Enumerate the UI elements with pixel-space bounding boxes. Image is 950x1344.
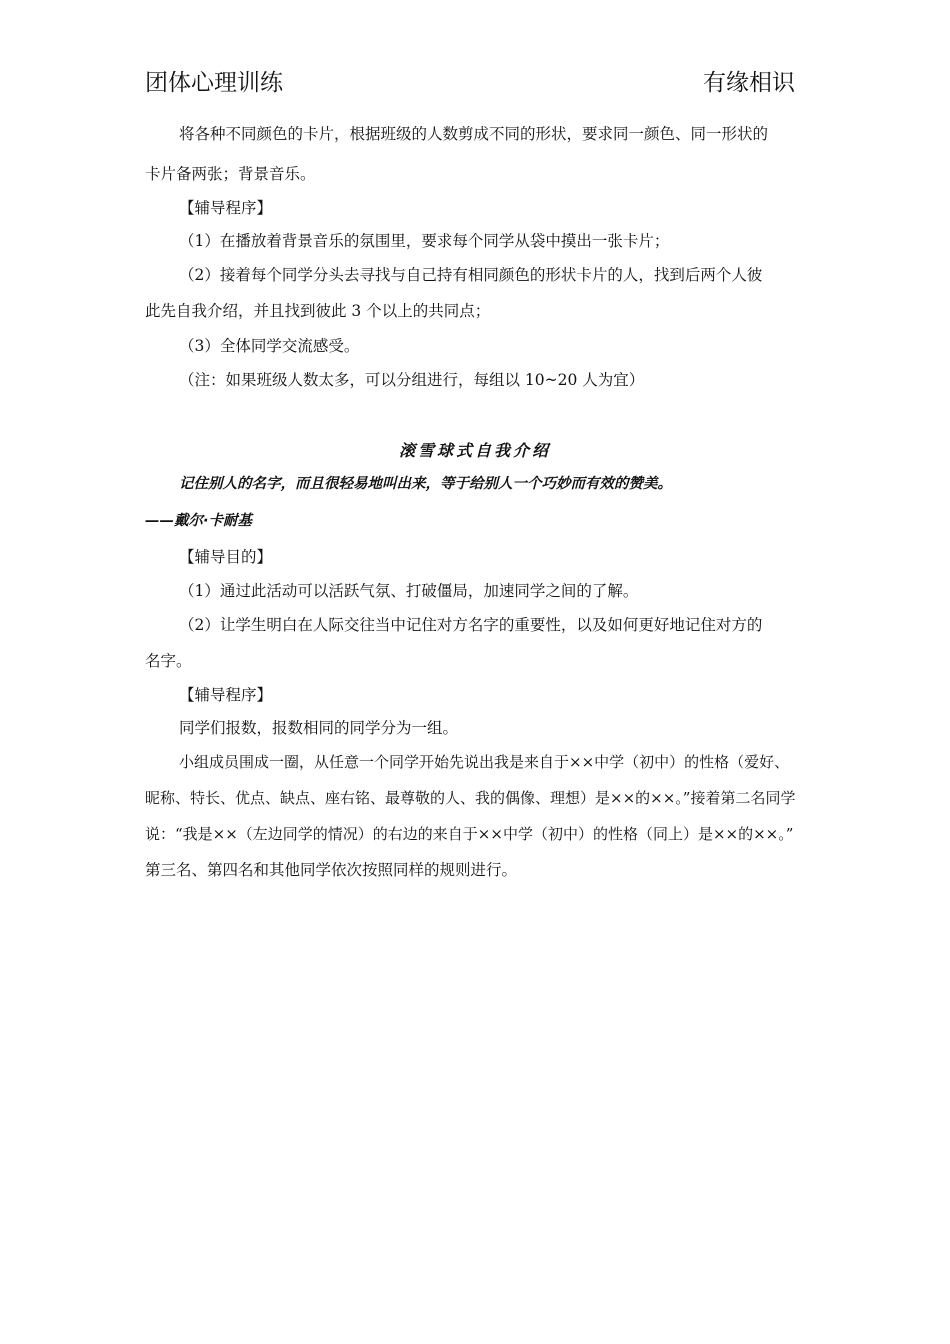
page-header <box>145 66 795 100</box>
procedure-1: 同学们报数，报数相同的同学分为一组。 <box>179 719 459 737</box>
procedure-2-line-3: 说：“我是××（左边同学的情况）的右边的来自于××中学（初中）的性格（同上）是××的××。” <box>145 825 794 843</box>
procedure-step-1: （1）在播放着背景音乐的氛围里，要求每个同学从袋中摸出一张卡片； <box>179 232 670 250</box>
goal-heading: 【辅导目的】 <box>179 548 273 566</box>
procedure-2-line-1: 小组成员围成一圈，从任意一个同学开始先说出我是来自于××中学（初中）的性格（爱好、 <box>179 753 790 771</box>
procedure-step-2-line-1: （2）接着每个同学分头去寻找与自己持有相同颜色的形状卡片的人，找到后两个人彼 <box>179 266 763 284</box>
quote-author: ——戴尔·卡耐基 <box>145 513 253 529</box>
header-right-title: 有缘相识 <box>703 70 795 96</box>
procedure-heading: 【辅导程序】 <box>179 199 273 217</box>
goal-2-line-2: 名字。 <box>145 652 192 670</box>
procedure-step-3: （3）全体同学交流感受。 <box>179 337 360 355</box>
procedure-2-line-4: 第三名、第四名和其他同学依次按照同样的规则进行。 <box>145 861 518 879</box>
quote-text: 记住别人的名字，而且很轻易地叫出来，等于给别人一个巧妙而有效的赞美。 <box>179 476 672 492</box>
procedure-2-line-2: 昵称、特长、优点、缺点、座右铭、最尊敬的人、我的偶像、理想）是××的××。”接着第二名同学 <box>145 789 796 807</box>
procedure-note: （注：如果班级人数太多，可以分组进行，每组以 10~20 人为宜） <box>179 371 645 389</box>
header-left-title: 团体心理训练 <box>145 70 283 96</box>
materials-line-1: 将各种不同颜色的卡片，根据班级的人数剪成不同的形状，要求同一颜色、同一形状的 <box>179 125 769 143</box>
procedure-heading-2: 【辅导程序】 <box>179 686 273 704</box>
materials-line-2: 卡片备两张；背景音乐。 <box>145 165 316 183</box>
goal-1: （1）通过此活动可以活跃气氛、打破僵局，加速同学之间的了解。 <box>179 582 639 600</box>
procedure-step-2-line-2: 此先自我介绍，并且找到彼此 3 个以上的共同点； <box>145 302 491 320</box>
goal-2-line-1: （2）让学生明白在人际交往当中记住对方名字的重要性，以及如何更好地记住对方的 <box>179 616 763 634</box>
section-title: 滚雪球式自我介绍 <box>398 441 551 460</box>
